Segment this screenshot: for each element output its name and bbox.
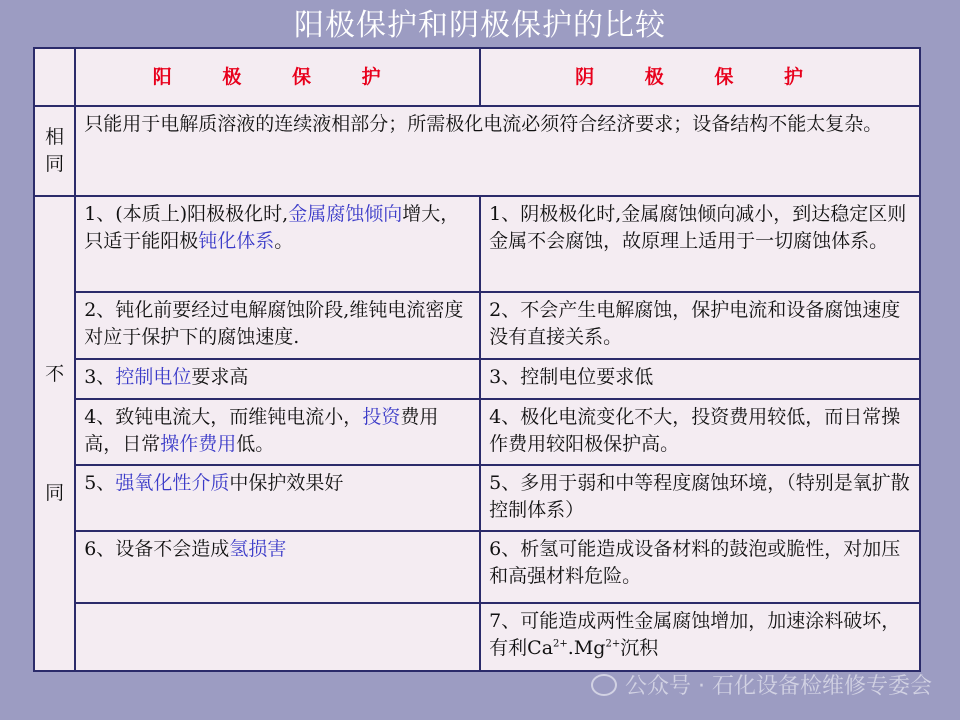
side-char: 同 xyxy=(45,153,65,175)
anode-cell-empty xyxy=(75,603,480,671)
header-cathode: 阴 极 保 护 xyxy=(480,48,920,106)
side-label-diff xyxy=(34,196,75,671)
highlight-text: 投资 xyxy=(362,406,401,428)
watermark xyxy=(591,669,932,700)
cell-text: 5、 xyxy=(84,472,116,494)
diff-row-2 xyxy=(34,292,920,359)
row7-text: 7、可能造成两性金属腐蚀增加，加速涂料破坏，有利Ca xyxy=(489,610,901,659)
header-row xyxy=(34,48,920,106)
diff-row-6 xyxy=(34,531,920,603)
cell-text: 4、极化电流变化不大，投资费用较低，而日常操作费用较阳极保护高。 xyxy=(489,406,901,455)
cell-text: 要求高 xyxy=(191,366,249,388)
wechat-icon xyxy=(591,674,617,696)
cell-text: 2、钝化前要经过电解腐蚀阶段,维钝电流密度对应于保护下的腐蚀速度. xyxy=(84,299,464,348)
cathode-cell xyxy=(480,465,920,531)
cell-text: 3、控制电位要求低 xyxy=(489,366,654,388)
same-text-cell: 只能用于电解质溶液的连续液相部分；所需极化电流必须符合经济要求；设备结构不能太复杂。 xyxy=(75,106,920,196)
diff-row-7 xyxy=(34,603,920,671)
diff-row-4 xyxy=(34,399,920,465)
cathode-cell xyxy=(480,603,920,671)
anode-cell xyxy=(75,531,480,603)
highlight-text: 控制电位 xyxy=(115,366,192,388)
slide-title: 阳极保护和阴极保护的比较 xyxy=(294,8,666,43)
cathode-cell xyxy=(480,292,920,359)
cell-text: 4、致钝电流大，而维钝电流小， xyxy=(84,406,363,428)
side-char: 相 xyxy=(45,126,65,148)
ca-charge: 2+ xyxy=(553,638,568,650)
mg-charge: 2+ xyxy=(605,638,621,650)
same-row xyxy=(34,106,920,196)
cell-text: 中保护效果好 xyxy=(229,472,344,494)
diff-row-5 xyxy=(34,465,920,531)
watermark-text: 公众号 · 石化设备检维修专委会 xyxy=(625,674,932,699)
cathode-cell xyxy=(480,531,920,603)
cell-text: 增大，只适于能阳极 xyxy=(84,203,460,252)
cell-text: 1、(本质上)阳极极化时, xyxy=(84,203,289,225)
side-label-same xyxy=(34,106,75,196)
cathode-cell xyxy=(480,196,920,292)
cell-text: 3、 xyxy=(84,366,116,388)
cell-text: 6、设备不会造成 xyxy=(84,538,230,560)
anode-cell xyxy=(75,399,480,465)
cathode-cell xyxy=(480,359,920,399)
highlight-text: 氢损害 xyxy=(229,538,287,560)
side-char: 不 xyxy=(45,362,65,385)
cell-text: 1、阴极极化时,金属腐蚀倾向减小，到达稳定区则金属不会腐蚀，故原理上适用于一切腐蚀体系。 xyxy=(489,203,907,252)
cell-text: 低。 xyxy=(236,433,275,455)
comparison-table xyxy=(33,47,921,672)
highlight-text: 操作费用 xyxy=(160,433,237,455)
cathode-cell xyxy=(480,399,920,465)
anode-cell xyxy=(75,359,480,399)
highlight-text: 金属腐蚀倾向 xyxy=(288,203,403,225)
highlight-text: 钝化体系 xyxy=(198,230,275,252)
highlight-text: 强氧化性介质 xyxy=(115,472,230,494)
cell-text: 5、多用于弱和中等程度腐蚀环境，（特别是氧扩散控制体系） xyxy=(489,472,910,521)
diff-row-1 xyxy=(34,196,920,292)
cell-text: 6、析氢可能造成设备材料的鼓泡或脆性，对加压和高强材料危险。 xyxy=(489,538,901,587)
row7-mg: .Mg xyxy=(567,637,606,659)
anode-cell xyxy=(75,292,480,359)
cell-text: 2、不会产生电解腐蚀，保护电流和设备腐蚀速度没有直接关系。 xyxy=(489,299,901,348)
anode-cell xyxy=(75,196,480,292)
row7-suffix: 沉积 xyxy=(620,637,659,659)
diff-row-3 xyxy=(34,359,920,399)
anode-cell xyxy=(75,465,480,531)
side-char: 同 xyxy=(45,481,65,504)
header-anode: 阳 极 保 护 xyxy=(75,48,480,106)
cell-text: 费用高，日常 xyxy=(84,406,439,455)
cell-text: 。 xyxy=(274,230,294,252)
corner-cell xyxy=(34,48,75,106)
